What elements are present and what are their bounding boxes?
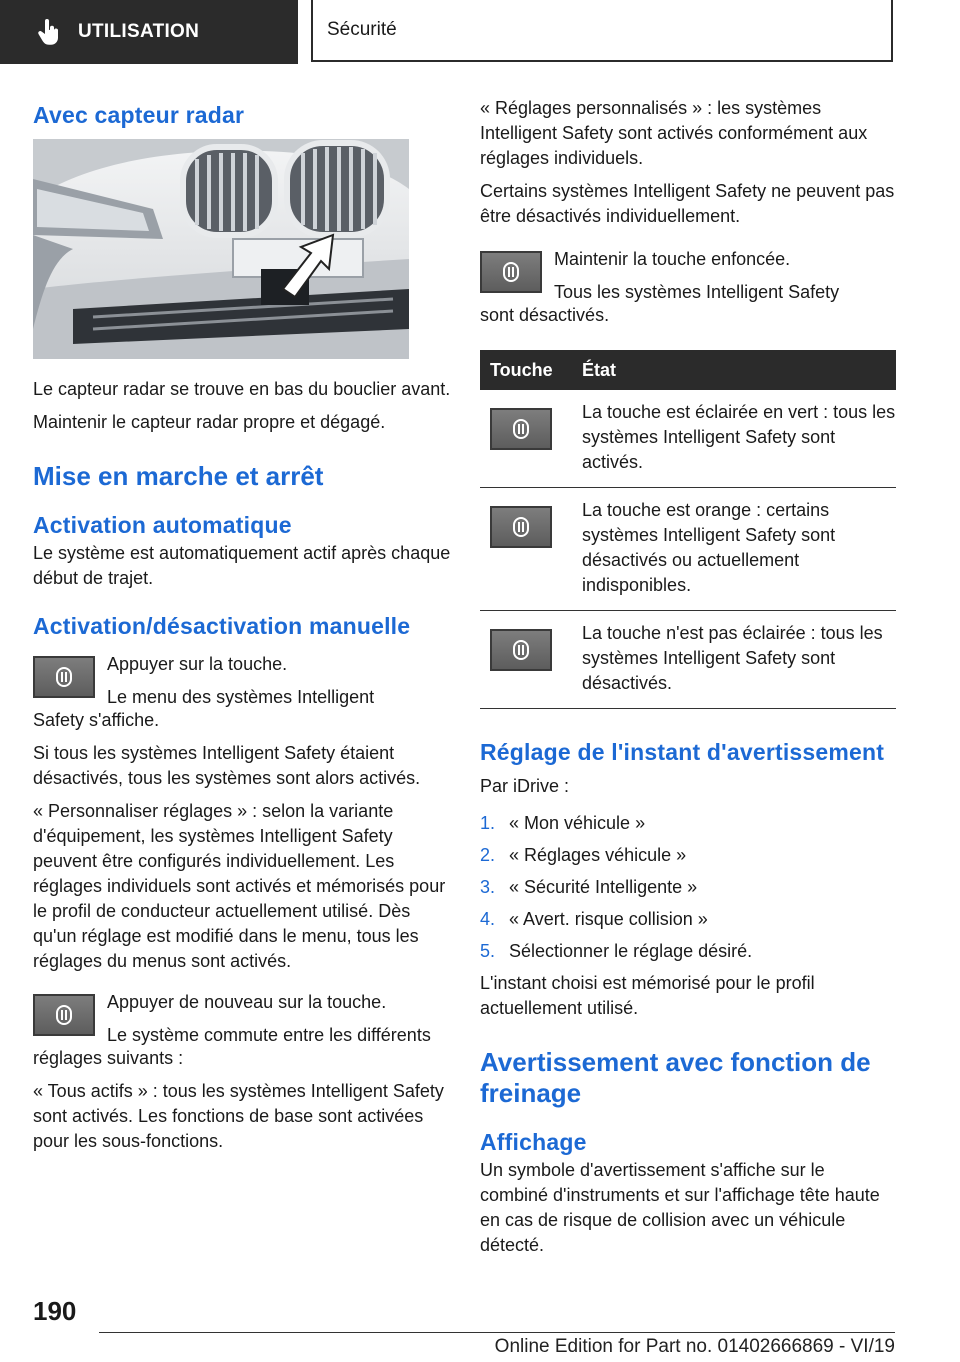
bumper-radar-photo [33, 139, 409, 359]
footer-divider [99, 1332, 895, 1333]
state-cell: La touche n'est pas éclairée : tous les systèmes Intelligent Safety sont désactivés. [572, 611, 896, 709]
section-tab [0, 0, 298, 64]
warning-time-heading: Réglage de l'instant d'avertissement [480, 739, 885, 765]
safety-key-image [480, 251, 542, 293]
list-item: 1. « Mon véhicule » [480, 813, 646, 833]
intelligent-safety-button-icon [490, 408, 552, 450]
toggle-settings-text-a: Le système commute entre les différents [107, 1025, 431, 1045]
safety-key-image [33, 656, 95, 698]
list-item: 2. « Réglages véhicule » [480, 845, 687, 865]
menu-shown-text-a: Le menu des systèmes Intelligent [107, 687, 375, 707]
table-row [480, 488, 896, 611]
hold-step [480, 247, 896, 307]
manual-step-1 [33, 652, 451, 712]
intelligent-safety-button-icon [33, 994, 95, 1036]
radar-clean-text: Maintenir le capteur radar propre et dégagé. [33, 412, 386, 432]
list-item: 4. « Avert. risque collision » [480, 909, 708, 929]
auto-activation-text: Le système est automatiquement actif après chaque début de trajet. [33, 543, 451, 588]
press-key-text: Appuyer sur la touche. [107, 654, 288, 674]
state-cell: La touche est éclairée en vert : tous les systèmes Intelligent Safety sont activés. [572, 390, 896, 488]
intelligent-safety-button-icon [490, 629, 552, 671]
saved-profile-text: L'instant choisi est mémorisé pour le profil actuellement utilisé. [480, 973, 815, 1018]
all-disabled-text-b: sont désactivés. [480, 305, 610, 325]
idrive-intro-text: Par iDrive : [480, 776, 570, 796]
page-number: 190 [33, 1296, 77, 1326]
brake-warning-heading: Avertissement avec fonction de freinage [480, 1047, 871, 1108]
edition-text: Online Edition for Part no. 01402666869 - VI/19 [494, 1336, 895, 1357]
press-again-text: Appuyer de nouveau sur la touche. [107, 992, 387, 1012]
cannot-disable-text: Certains systèmes Intelligent Safety ne peuvent pas être désactivés individuellement. [480, 181, 895, 226]
intelligent-safety-button-icon [490, 506, 552, 548]
key-state-table [480, 350, 896, 709]
custom-settings-text: « Personnaliser réglages » : selon la variante d'équipement, les systèmes Intelligent Safety peuvent être configurés individuellement. Les réglages individuels sont activés et mémorisés pour le profil de conducteur actuellement utilisé. Dès qu'un réglage est modifié dans le menu, tous les réglages du menus sont activés. [33, 801, 446, 971]
hold-key-text: Maintenir la touche enfoncée. [554, 249, 791, 269]
onoff-heading: Mise en marche et arrêt [33, 461, 324, 491]
col-state-header: État [572, 350, 896, 390]
all-disabled-text-a: Tous les systèmes Intelligent Safety [554, 282, 840, 302]
chapter-label: Sécurité [327, 19, 397, 40]
list-item: 3. « Sécurité Intelligente » [480, 877, 698, 897]
page-footer [33, 1296, 895, 1356]
menu-shown-text-b: Safety s'affiche. [33, 710, 160, 730]
chapter-tab [311, 0, 893, 62]
right-column [480, 96, 896, 1266]
safety-key-image [33, 994, 95, 1036]
col-key-header: Touche [480, 350, 572, 390]
intelligent-safety-button-icon [33, 656, 95, 698]
idrive-steps-list [480, 811, 896, 964]
display-text: Un symbole d'avertissement s'affiche sur le combiné d'instruments et sur l'affichage tête haute en cas de risque de collision avec un véhicule détecté. [480, 1160, 880, 1255]
radar-location-text: Le capteur radar se trouve en bas du bouclier avant. [33, 379, 451, 399]
page-header [0, 0, 960, 66]
table-row [480, 390, 896, 488]
intelligent-safety-button-icon [480, 251, 542, 293]
all-active-text: « Tous actifs » : tous les systèmes Intelligent Safety sont activés. Les fonctions de base sont activées pour les sous-fonctions. [33, 1081, 444, 1151]
table-row [480, 611, 896, 709]
radar-heading: Avec capteur radar [33, 102, 245, 128]
custom-mode-text: « Réglages personnalisés » : les systèmes Intelligent Safety sont activés conformément aux réglages individuels. [480, 98, 868, 168]
all-off-text: Si tous les systèmes Intelligent Safety étaient désactivés, tous les systèmes sont alors activés. [33, 743, 421, 788]
display-heading: Affichage [480, 1129, 587, 1155]
auto-activation-heading: Activation automatique [33, 512, 292, 538]
hand-pointer-icon [36, 19, 62, 45]
manual-activation-heading: Activation/désactivation manuelle [33, 613, 411, 639]
left-column [33, 96, 451, 1162]
toggle-settings-text-b: réglages suivants : [33, 1048, 184, 1068]
manual-step-2 [33, 990, 451, 1050]
state-cell: La touche est orange : certains systèmes Intelligent Safety sont désactivés ou actuellement indisponibles. [572, 488, 896, 611]
list-item: 5. Sélectionner le réglage désiré. [480, 941, 753, 961]
section-label: UTILISATION [78, 21, 200, 42]
